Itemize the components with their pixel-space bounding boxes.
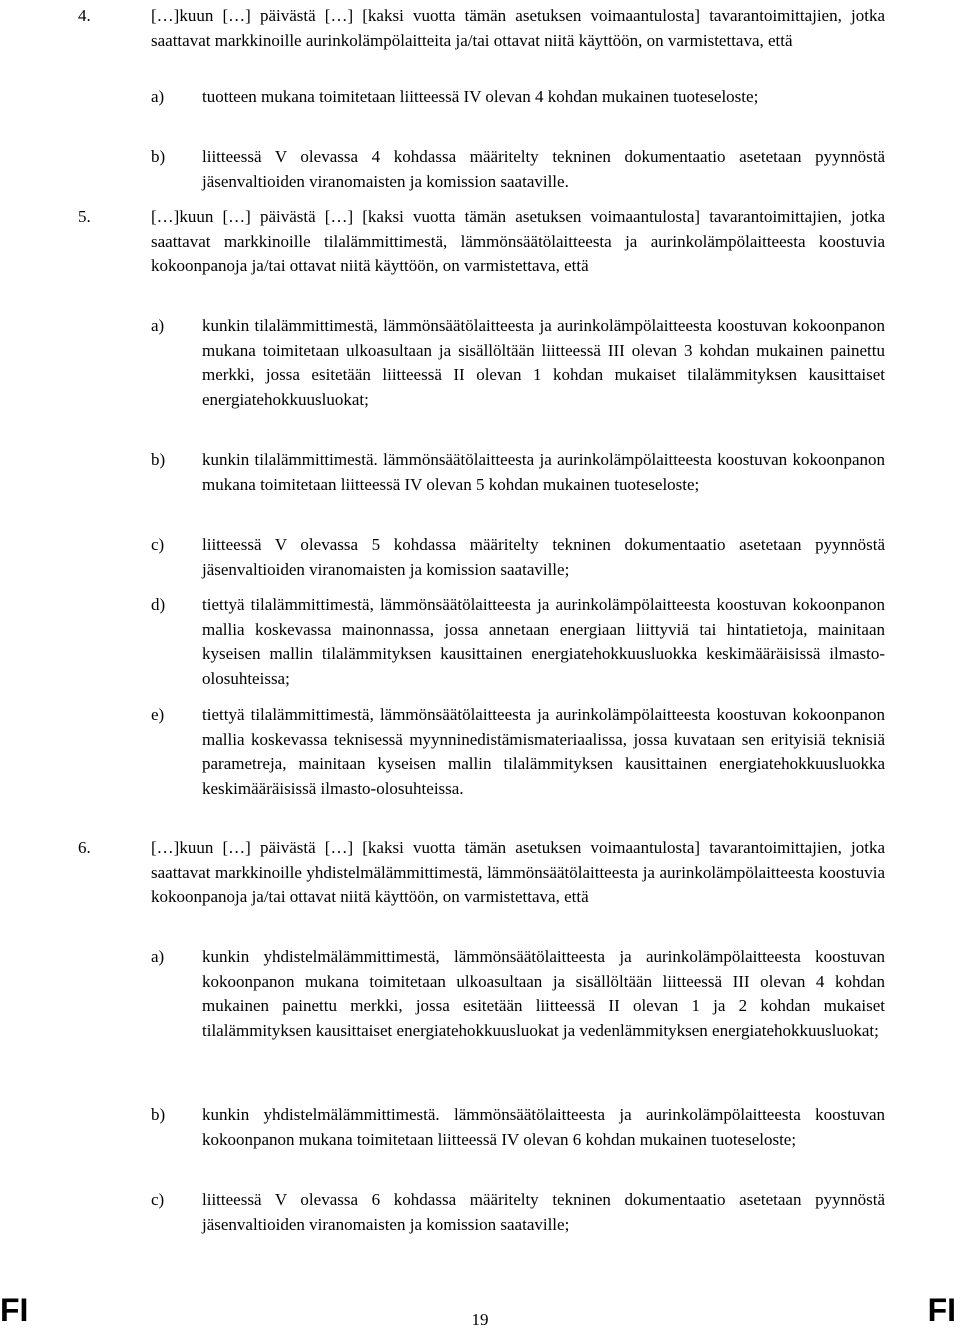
list-item-label: e) xyxy=(151,705,165,724)
footer-language-mark-left: FI xyxy=(0,1292,29,1328)
list-item-text: liitteessä V olevassa 5 kohdassa määritelty tekninen dokumentaatio asetetaan pyynnöstä jäsenvaltioiden viranomaisten ja komission saataville; xyxy=(202,535,885,579)
paragraph-text: […]kuun […] päivästä […] [kaksi vuotta tämän asetuksen voimaantulosta] tavarantoimittajien, jotka saattavat markkinoille tilalämmittimestä, lämmönsäätölaitteesta ja aurinkolämpölaitteesta koostuvia kokoonpanoja ja/tai ottavat niitä käyttöön, on varmistettava, että xyxy=(151,207,885,275)
list-item-label: b) xyxy=(151,147,166,166)
page-number: 19 xyxy=(471,1310,489,1329)
list-item-text: tuotteen mukana toimitetaan liitteessä IV olevan 4 kohdan mukainen tuoteseloste; xyxy=(202,87,759,106)
list-item-label: b) xyxy=(151,1105,166,1124)
list-item-text: kunkin yhdistelmälämmittimestä, lämmönsäätölaitteesta ja aurinkolämpölaitteesta koostuvan kokoonpanon mukana toimitetaan ulkoasultaan ja sisällöltään liitteessä III olevan 4 kohdan mukainen painettu merkki, jossa esitetään liitteessä II olevan 1 ja 2 kohdan mukaiset tilalämmityksen kausittaiset energiatehokkuusluokat ja vedenlämmityksen energiatehokkuusluokat; xyxy=(202,947,885,1040)
list-item-text: liitteessä V olevassa 4 kohdassa määritelty tekninen dokumentaatio asetetaan pyynnöstä jäsenvaltioiden viranomaisten ja komission saataville. xyxy=(202,147,885,191)
list-item-label: a) xyxy=(151,316,165,335)
list-item-label: d) xyxy=(151,595,166,614)
list-item-text: kunkin tilalämmittimestä. lämmönsäätölaitteesta ja aurinkolämpölaitteesta koostuvan kokoonpanon mukana toimitetaan liitteessä IV olevan 5 kohdan mukainen tuoteseloste; xyxy=(202,450,885,494)
list-item-text: liitteessä V olevassa 6 kohdassa määritelty tekninen dokumentaatio asetetaan pyynnöstä jäsenvaltioiden viranomaisten ja komission saataville; xyxy=(202,1190,885,1234)
list-item-label: b) xyxy=(151,450,166,469)
list-item-text: kunkin yhdistelmälämmittimestä. lämmönsäätölaitteesta ja aurinkolämpölaitteesta koostuvan kokoonpanon mukana toimitetaan liitteessä IV olevan 6 kohdan mukainen tuoteseloste; xyxy=(202,1105,885,1149)
footer-language-mark-right: FI xyxy=(927,1292,956,1328)
list-item-label: a) xyxy=(151,947,165,966)
paragraph-number: 6. xyxy=(78,838,91,857)
list-item-text: kunkin tilalämmittimestä, lämmönsäätölaitteesta ja aurinkolämpölaitteesta koostuvan kokoonpanon mukana toimitetaan ulkoasultaan ja sisällöltään liitteessä III olevan 3 kohdan mukainen painettu merkki, jossa esitetään liitteessä II olevan 1 kohdan mukaiset tilalämmityksen kausittaiset energiatehokkuusluokat; xyxy=(202,316,885,409)
paragraph-text: […]kuun […] päivästä […] [kaksi vuotta tämän asetuksen voimaantulosta] tavarantoimittajien, jotka saattavat markkinoille yhdistelmälämmittimestä, lämmönsäätölaitteesta ja aurinkolämpölaitteesta koostuvia kokoonpanoja ja/tai ottavat niitä käyttöön, on varmistettava, että xyxy=(151,838,885,906)
paragraph-number: 5. xyxy=(78,207,91,226)
paragraph-text: […]kuun […] päivästä […] [kaksi vuotta tämän asetuksen voimaantulosta] tavarantoimittajien, jotka saattavat markkinoille aurinkolämpölaitteita ja/tai ottavat niitä käyttöön, on varmistettava, että xyxy=(151,6,885,50)
list-item-label: a) xyxy=(151,87,165,106)
list-item-label: c) xyxy=(151,535,165,554)
list-item-text: tiettyä tilalämmittimestä, lämmönsäätölaitteesta ja aurinkolämpölaitteesta koostuvan kokoonpanon mallia koskevassa teknisessä myynninedistämismateriaalissa, jossa kuvataan sen erityisiä teknisiä parametreja, mainitaan kyseisen mallin tilalämmityksen kausittainen energiatehokkuusluokka keskimääräisissä ilmasto-olosuhteissa. xyxy=(202,705,885,798)
list-item-text: tiettyä tilalämmittimestä, lämmönsäätölaitteesta ja aurinkolämpölaitteesta koostuvan kokoonpanon mallia koskevassa mainonnassa, jossa annetaan energiaan liittyviä tai hintatietoja, mainitaan kyseisen mallin tilalämmityksen kausittainen energiatehokkuusluokka keskimääräisissä ilmasto-olosuhteissa; xyxy=(202,595,885,688)
list-item-label: c) xyxy=(151,1190,165,1209)
paragraph-number: 4. xyxy=(78,6,91,25)
